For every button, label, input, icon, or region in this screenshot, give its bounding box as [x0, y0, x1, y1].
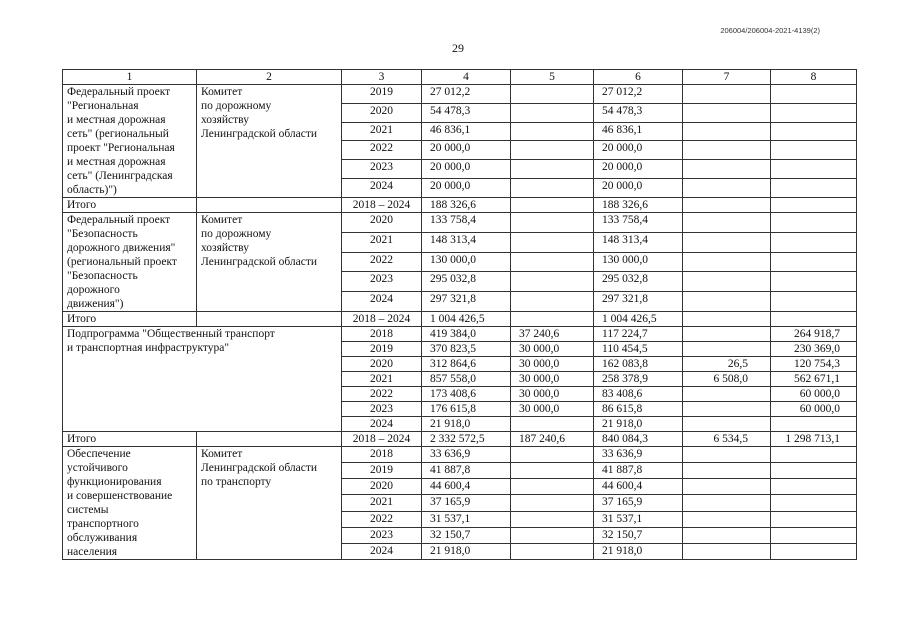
- responsible-cell: Комитет по дорожному хозяйству Ленинградской области: [197, 85, 342, 198]
- value-cell: [683, 198, 771, 213]
- value-cell: 32 150,7: [594, 527, 683, 543]
- value-cell: 86 615,8: [594, 402, 683, 417]
- year-cell: 2019: [342, 463, 422, 479]
- value-cell: 176 615,8: [422, 402, 511, 417]
- value-cell: 133 758,4: [594, 213, 683, 233]
- value-cell: 30 000,0: [511, 372, 594, 387]
- column-header: 6: [594, 70, 683, 85]
- value-cell: 54 478,3: [594, 103, 683, 122]
- value-cell: [683, 160, 771, 179]
- subprogram-cell: Подпрограмма "Общественный транспорт и транспортная инфраструктура": [63, 327, 342, 432]
- year-cell: 2022: [342, 252, 422, 272]
- year-cell: 2021: [342, 372, 422, 387]
- value-cell: 46 836,1: [422, 122, 511, 141]
- year-cell: 2019: [342, 85, 422, 104]
- value-cell: [771, 417, 857, 432]
- value-cell: [771, 179, 857, 198]
- value-cell: 264 918,7: [771, 327, 857, 342]
- item-name-cell: Федеральный проект "Безопасность дорожного движения" (региональный проект "Безопасность дорожного движения"): [63, 213, 197, 312]
- value-cell: 44 600,4: [594, 479, 683, 495]
- value-cell: 110 454,5: [594, 342, 683, 357]
- value-cell: 37 240,6: [511, 327, 594, 342]
- value-cell: [511, 160, 594, 179]
- value-cell: 562 671,1: [771, 372, 857, 387]
- year-cell: 2021: [342, 495, 422, 511]
- value-cell: 133 758,4: [422, 213, 511, 233]
- year-cell: 2021: [342, 232, 422, 252]
- responsible-cell: Комитет по дорожному хозяйству Ленинградской области: [197, 213, 342, 312]
- value-cell: [683, 402, 771, 417]
- value-cell: [511, 252, 594, 272]
- document-id: 206004/206004-2021-4139(2): [720, 26, 820, 35]
- value-cell: [771, 85, 857, 104]
- year-cell: 2024: [342, 543, 422, 559]
- value-cell: 1 004 426,5: [594, 312, 683, 327]
- value-cell: [511, 272, 594, 292]
- value-cell: 188 326,6: [594, 198, 683, 213]
- value-cell: [683, 417, 771, 432]
- total-row: [63, 432, 857, 447]
- value-cell: [771, 543, 857, 559]
- value-cell: 188 326,6: [422, 198, 511, 213]
- value-cell: 41 887,8: [594, 463, 683, 479]
- value-cell: 857 558,0: [422, 372, 511, 387]
- year-cell: 2018 – 2024: [342, 312, 422, 327]
- value-cell: 31 537,1: [422, 511, 511, 527]
- value-cell: 6 508,0: [683, 372, 771, 387]
- value-cell: [511, 292, 594, 312]
- value-cell: [771, 527, 857, 543]
- year-cell: 2024: [342, 417, 422, 432]
- value-cell: [683, 342, 771, 357]
- year-cell: 2020: [342, 213, 422, 233]
- value-cell: [771, 292, 857, 312]
- value-cell: [771, 160, 857, 179]
- value-cell: [771, 198, 857, 213]
- value-cell: [771, 479, 857, 495]
- column-header: 7: [683, 70, 771, 85]
- value-cell: 30 000,0: [511, 357, 594, 372]
- value-cell: [771, 495, 857, 511]
- value-cell: 30 000,0: [511, 387, 594, 402]
- table-row: [63, 85, 857, 104]
- column-header: 4: [422, 70, 511, 85]
- value-cell: [683, 495, 771, 511]
- page-number: 29: [452, 41, 464, 55]
- value-cell: [771, 272, 857, 292]
- table-row: [63, 447, 857, 463]
- value-cell: [511, 141, 594, 160]
- year-cell: 2021: [342, 122, 422, 141]
- year-cell: 2018: [342, 447, 422, 463]
- value-cell: 297 321,8: [594, 292, 683, 312]
- value-cell: [771, 213, 857, 233]
- responsible-cell: Комитет Ленинградской области по транспорту: [197, 447, 342, 560]
- value-cell: 41 887,8: [422, 463, 511, 479]
- value-cell: 21 918,0: [422, 543, 511, 559]
- value-cell: 258 378,9: [594, 372, 683, 387]
- column-header: 8: [771, 70, 857, 85]
- value-cell: [511, 198, 594, 213]
- value-cell: [683, 447, 771, 463]
- value-cell: 2 332 572,5: [422, 432, 511, 447]
- value-cell: [683, 463, 771, 479]
- value-cell: 20 000,0: [594, 179, 683, 198]
- value-cell: [511, 511, 594, 527]
- value-cell: [771, 312, 857, 327]
- value-cell: 37 165,9: [422, 495, 511, 511]
- value-cell: [683, 292, 771, 312]
- value-cell: 21 918,0: [594, 417, 683, 432]
- value-cell: [683, 85, 771, 104]
- column-header: 2: [197, 70, 342, 85]
- column-header: 5: [511, 70, 594, 85]
- item-name-cell: Федеральный проект "Региональная и местная дорожная сеть" (региональный проект "Региональная и местная дорожная сеть" (Ленинградская область)"): [63, 85, 197, 198]
- value-cell: 54 478,3: [422, 103, 511, 122]
- value-cell: [511, 447, 594, 463]
- value-cell: 312 864,6: [422, 357, 511, 372]
- value-cell: [683, 179, 771, 198]
- year-cell: 2022: [342, 387, 422, 402]
- value-cell: 83 408,6: [594, 387, 683, 402]
- value-cell: [771, 463, 857, 479]
- value-cell: [683, 103, 771, 122]
- value-cell: [683, 232, 771, 252]
- value-cell: [771, 122, 857, 141]
- value-cell: [511, 103, 594, 122]
- value-cell: 173 408,6: [422, 387, 511, 402]
- value-cell: [683, 327, 771, 342]
- value-cell: 31 537,1: [594, 511, 683, 527]
- year-cell: 2023: [342, 160, 422, 179]
- table-row: [63, 213, 857, 233]
- value-cell: [683, 479, 771, 495]
- value-cell: [771, 447, 857, 463]
- value-cell: [771, 252, 857, 272]
- value-cell: [771, 511, 857, 527]
- value-cell: [683, 312, 771, 327]
- year-cell: 2018 – 2024: [342, 198, 422, 213]
- value-cell: 21 918,0: [422, 417, 511, 432]
- value-cell: [511, 232, 594, 252]
- value-cell: 130 000,0: [422, 252, 511, 272]
- value-cell: [511, 122, 594, 141]
- value-cell: [511, 85, 594, 104]
- value-cell: 44 600,4: [422, 479, 511, 495]
- value-cell: 20 000,0: [594, 141, 683, 160]
- value-cell: 46 836,1: [594, 122, 683, 141]
- year-cell: 2020: [342, 479, 422, 495]
- year-cell: 2023: [342, 402, 422, 417]
- empty-cell: [197, 312, 342, 327]
- value-cell: [511, 543, 594, 559]
- value-cell: 60 000,0: [771, 387, 857, 402]
- value-cell: [511, 417, 594, 432]
- value-cell: 27 012,2: [594, 85, 683, 104]
- value-cell: 295 032,8: [422, 272, 511, 292]
- value-cell: 840 084,3: [594, 432, 683, 447]
- value-cell: 37 165,9: [594, 495, 683, 511]
- value-cell: 187 240,6: [511, 432, 594, 447]
- value-cell: 1 298 713,1: [771, 432, 857, 447]
- value-cell: [683, 122, 771, 141]
- table-row: [63, 327, 857, 342]
- value-cell: [683, 252, 771, 272]
- year-cell: 2024: [342, 292, 422, 312]
- year-cell: 2022: [342, 141, 422, 160]
- year-cell: 2018 – 2024: [342, 432, 422, 447]
- value-cell: 30 000,0: [511, 342, 594, 357]
- value-cell: [683, 543, 771, 559]
- value-cell: [683, 387, 771, 402]
- year-cell: 2020: [342, 103, 422, 122]
- value-cell: 33 636,9: [422, 447, 511, 463]
- value-cell: [511, 527, 594, 543]
- value-cell: [771, 103, 857, 122]
- value-cell: [511, 479, 594, 495]
- value-cell: 148 313,4: [594, 232, 683, 252]
- year-cell: 2018: [342, 327, 422, 342]
- value-cell: [771, 141, 857, 160]
- value-cell: 20 000,0: [422, 160, 511, 179]
- value-cell: 297 321,8: [422, 292, 511, 312]
- year-cell: 2019: [342, 342, 422, 357]
- year-cell: 2024: [342, 179, 422, 198]
- budget-table: [62, 69, 857, 560]
- total-label: Итого: [63, 312, 197, 327]
- value-cell: 120 754,3: [771, 357, 857, 372]
- total-label: Итого: [63, 432, 197, 447]
- value-cell: [683, 272, 771, 292]
- year-cell: 2020: [342, 357, 422, 372]
- value-cell: [683, 141, 771, 160]
- header-row: [63, 70, 857, 85]
- value-cell: [771, 232, 857, 252]
- value-cell: 33 636,9: [594, 447, 683, 463]
- value-cell: [683, 511, 771, 527]
- value-cell: 370 823,5: [422, 342, 511, 357]
- value-cell: [511, 213, 594, 233]
- column-header: 3: [342, 70, 422, 85]
- total-row: [63, 312, 857, 327]
- value-cell: [511, 179, 594, 198]
- value-cell: [683, 213, 771, 233]
- value-cell: 20 000,0: [422, 141, 511, 160]
- value-cell: 32 150,7: [422, 527, 511, 543]
- column-header: 1: [63, 70, 197, 85]
- year-cell: 2023: [342, 527, 422, 543]
- year-cell: 2023: [342, 272, 422, 292]
- item-name-cell: Обеспечение устойчивого функционирования и совершенствование системы транспортного обслуживания населения: [63, 447, 197, 560]
- value-cell: [511, 312, 594, 327]
- value-cell: 6 534,5: [683, 432, 771, 447]
- value-cell: 1 004 426,5: [422, 312, 511, 327]
- value-cell: 30 000,0: [511, 402, 594, 417]
- value-cell: 419 384,0: [422, 327, 511, 342]
- value-cell: 230 369,0: [771, 342, 857, 357]
- value-cell: [683, 527, 771, 543]
- value-cell: 60 000,0: [771, 402, 857, 417]
- value-cell: 148 313,4: [422, 232, 511, 252]
- empty-cell: [197, 432, 342, 447]
- value-cell: 26,5: [683, 357, 771, 372]
- value-cell: 20 000,0: [594, 160, 683, 179]
- empty-cell: [197, 198, 342, 213]
- year-cell: 2022: [342, 511, 422, 527]
- value-cell: [511, 463, 594, 479]
- value-cell: 130 000,0: [594, 252, 683, 272]
- value-cell: 21 918,0: [594, 543, 683, 559]
- value-cell: [511, 495, 594, 511]
- total-row: [63, 198, 857, 213]
- value-cell: 27 012,2: [422, 85, 511, 104]
- value-cell: 162 083,8: [594, 357, 683, 372]
- total-label: Итого: [63, 198, 197, 213]
- value-cell: 20 000,0: [422, 179, 511, 198]
- value-cell: 295 032,8: [594, 272, 683, 292]
- value-cell: 117 224,7: [594, 327, 683, 342]
